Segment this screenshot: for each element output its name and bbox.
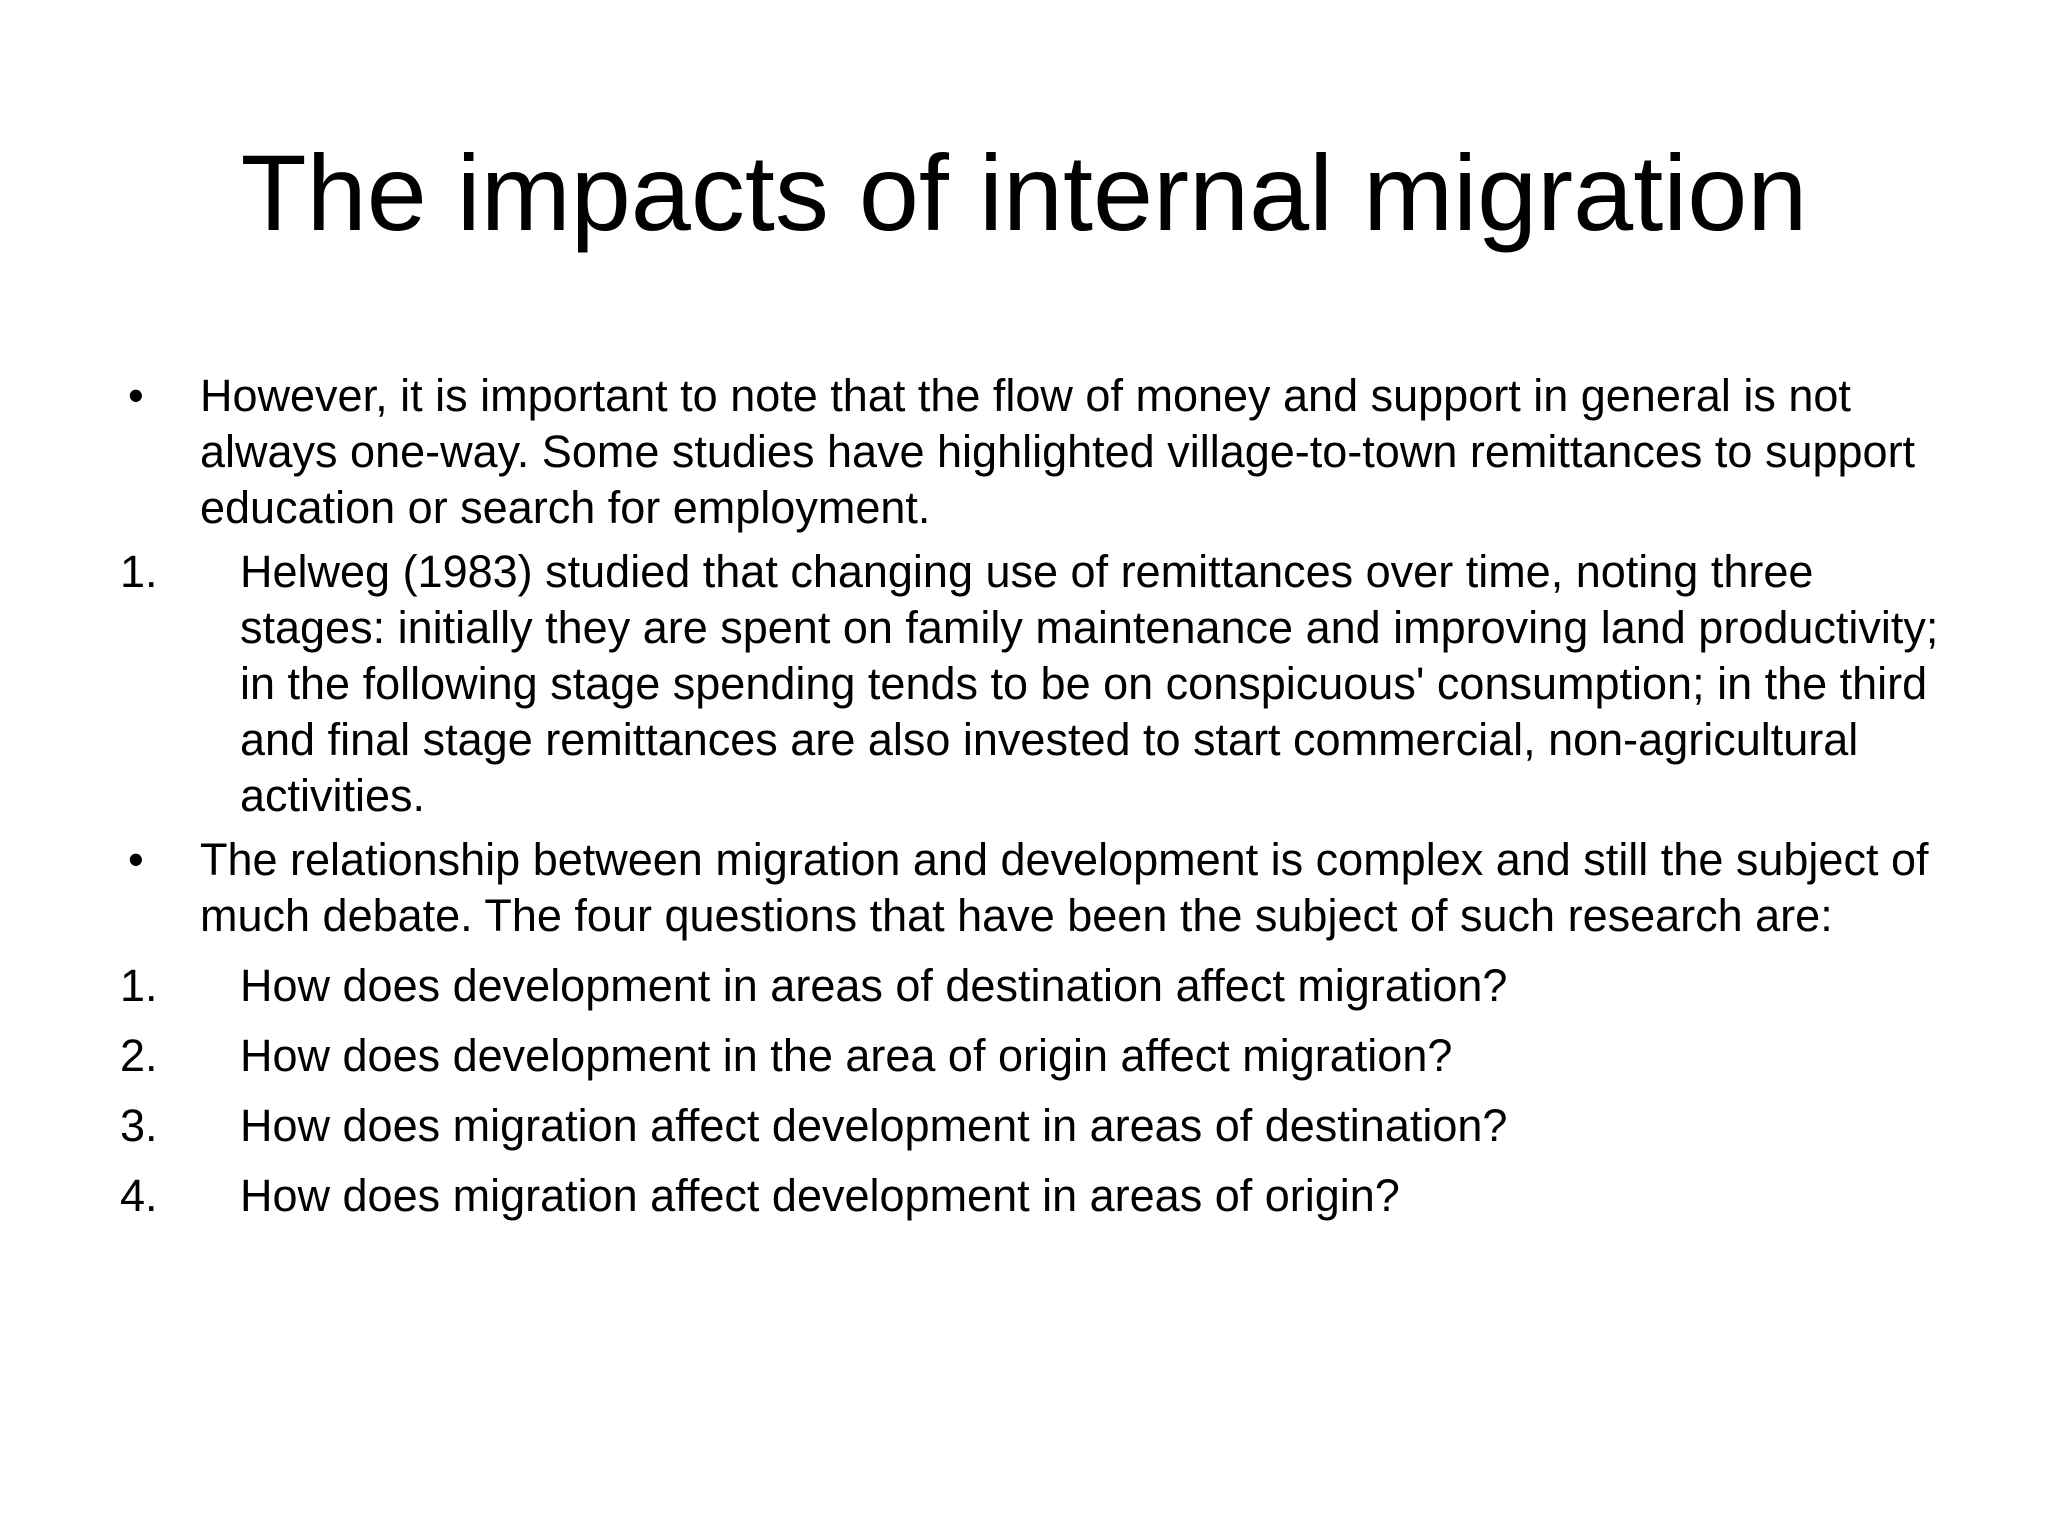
numbered-text: How does migration affect development in areas of destination? — [240, 1100, 1508, 1151]
number-marker: 2. — [120, 1030, 158, 1081]
number-marker: 1. — [120, 960, 158, 1011]
slide-title: The impacts of internal migration — [240, 132, 1808, 253]
question-item-4 — [120, 1168, 1960, 1224]
question-item-3 — [120, 1098, 1960, 1154]
numbered-text: Helweg (1983) studied that changing use of remittances over time, noting three stages: initially they are spent on family maintenance and improving land productivity; in the following stage spending tends to be on conspicuous' consumption; in the third and final stage remittances are also invested to start commercial, non-agricultural activities. — [240, 546, 1939, 821]
bullet-item-relationship — [120, 832, 1960, 944]
bullet-marker: • — [128, 834, 144, 885]
numbered-text: How does development in areas of destination affect migration? — [240, 960, 1508, 1011]
number-marker: 1. — [120, 546, 158, 597]
numbered-text: How does development in the area of origin affect migration? — [240, 1030, 1453, 1081]
question-item-2 — [120, 1028, 1960, 1084]
bullet-text: However, it is important to note that the flow of money and support in general is not always one-way. Some studies have highlighted village-to-town remittances to support education or search for employment. — [200, 370, 1916, 533]
number-marker: 4. — [120, 1170, 158, 1221]
number-marker: 3. — [120, 1100, 158, 1151]
numbered-item-helweg — [120, 544, 1960, 824]
slide-body — [120, 368, 1960, 1224]
bullet-text: The relationship between migration and development is complex and still the subject of much debate. The four questions that have been the subject of such research are: — [200, 834, 1929, 941]
bullet-marker: • — [128, 370, 144, 421]
bullet-item-remittances-flow — [120, 368, 1960, 536]
question-item-1 — [120, 958, 1960, 1014]
numbered-text: How does migration affect development in areas of origin? — [240, 1170, 1400, 1221]
